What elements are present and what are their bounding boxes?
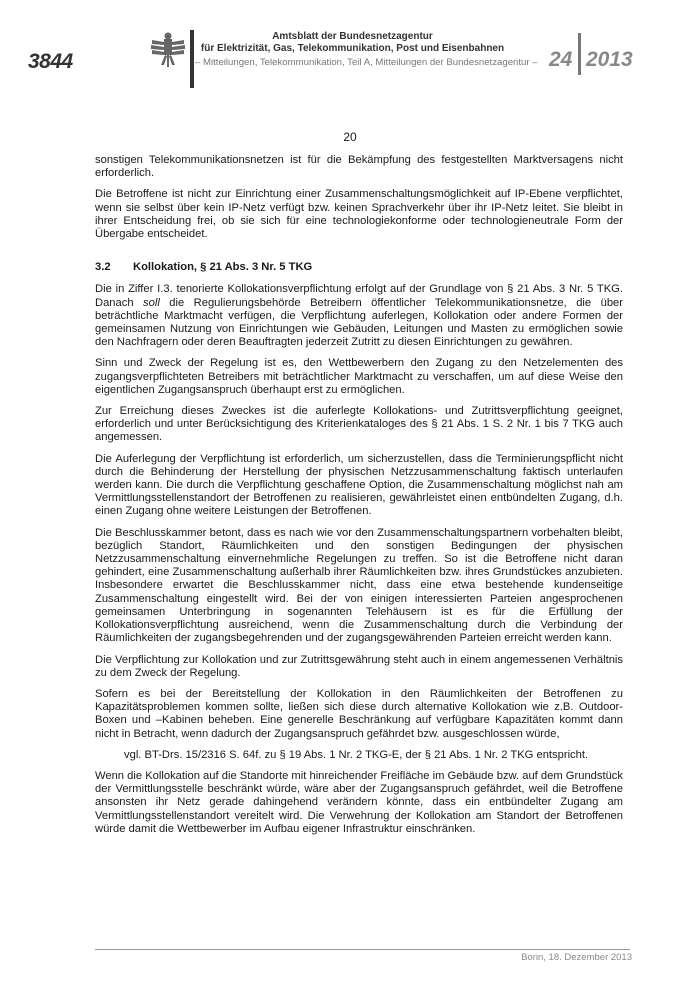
gazette-title: Amtsblatt der Bundesnetzagentur für Elektrizität, Gas, Telekommunikation, Post und Eisenbahnen xyxy=(200,31,505,54)
issue-number: 24 xyxy=(549,48,573,71)
paragraph: Sinn und Zweck der Regelung ist es, den Wettbewerbern den Zugang zu den Netzelementen des zugangsverpflichteten Betreibers mit beträchtlicher Marktmacht zu verschaffen, um auf diese Weise den eigentlichen Zugangsanspruch überhaupt erst zu ermöglichen. xyxy=(95,357,623,396)
document-body xyxy=(95,154,623,844)
paragraph: Die Verpflichtung zur Kollokation und zur Zutrittsgewährung steht auch in einem angemessenen Verhältnis zu dem Zweck der Regelung. xyxy=(95,653,623,679)
header-divider xyxy=(190,30,194,88)
paragraph: Sofern es bei der Bereitstellung der Kollokation in den Räumlichkeiten der Betroffenen zu Kapazitätsproblemen kommen sollte, ließen sich diese durch alternative Kollokation wie z.B. Outdoor-Boxen und –Kabinen beheben. Eine generelle Beschränkung auf verfügbare Kapazitäten kommt dann nicht in Betracht, wenn dadurch der Zugangsanspruch gefährdet bzw. ausgeschlossen würde, xyxy=(95,687,623,740)
paragraph: Die Auferlegung der Verpflichtung ist erforderlich, um sicherzustellen, dass die Terminierungspflicht nicht durch die Behinderung der Herstellung der physischen Netzzusammenschaltung faktisch unterlaufen werden kann. Die durch die Verpflichtung geschaffene Option, die Zusammenschaltung möglichst nah am Vermittlungsstellenstandort der Betroffenen zu realisieren, gewährleistet einen entbündelten Zugang, d.h. einen Zugang ohne weitere Leistungen der Betroffenen. xyxy=(95,452,623,518)
paragraph: Wenn die Kollokation auf die Standorte mit hinreichender Freifläche im Gebäude bzw. auf dem Grundstück der Vermittlungsstelle beschränkt würde, wäre aber der Zugangsanspruch gefährdet, weil die Betroffene ansonsten ihr Netz gerade dahingehend verändern könnte, dass ein entbündelter Zugang am Vermittlungsstellenstandort vereitelt wird. Die Verwehrung der Kollokation am Standort der Betroffenen würde damit die Wettbewerber im Aufbau eigener Infrastruktur einschränken. xyxy=(95,769,623,835)
footer-rule xyxy=(95,949,630,950)
paragraph: Die in Ziffer I.3. tenorierte Kollokationsverpflichtung erfolgt auf der Grundlage von § 21 Abs. 3 Nr. 5 TKG. Danach soll die Regulierungsbehörde Betreibern öffentlicher Telekommunikationsnetze, die über beträchtliche Marktmacht verfügen, die Verpflichtung auferlegen, Kollokation oder andere Formen der gemeinsamen Nutzung von Einrichtungen wie Gebäuden, Leitungen und Masten zu ermöglichen sowie den Nachfragern oder deren Beauftragten jederzeit Zutritt zu diesen Einrichtungen zu gewähren. xyxy=(95,283,623,349)
issue-year: 2013 xyxy=(586,48,633,71)
paragraph: Die Beschlusskammer betont, dass es nach wie vor den Zusammenschaltungspartnern vorbehalten bleibt, bezüglich Standort, Räumlichkeiten und den sonstigen Bedingungen der physischen Netzzusammenschaltung einvernehmliche Regelungen zu treffen. So ist die Betroffene nicht daran gehindert, eine Zusammenschaltung außerhalb ihrer Räumlichkeiten bzw. ihres Grundstückes anzubieten. Insbesondere erwartet die Beschlusskammer nicht, dass eine etwa bestehende kundenseitige Zusammenschaltung eingestellt wird. Bei der von einigen interessierten Parteien angesprochenen gemeinsamen Unterbringung in sogenannten Telehäusern ist es für die Erfüllung der Kollokationsverpflichtung ausreichend, wenn die Zusammenschaltung durch die Verbindung der Räumlichkeiten der zugangsbegehrenden und der zugangsgewährenden Parteien erreicht werden kann. xyxy=(95,526,623,645)
page-header xyxy=(0,0,700,110)
issue-divider xyxy=(578,33,581,75)
page-number: 3844 xyxy=(28,50,73,73)
paragraph: Die Betroffene ist nicht zur Einrichtung einer Zusammenschaltungsmöglichkeit auf IP-Ebene verpflichtet, wenn sie selbst über kein IP-Netz verfügt bzw. keinen Sprachverkehr über ihr IP-Netz leitet. Sie bleibt in ihrer Entscheidung frei, ob sie sich für eine technologiekonforme oder technologieneutrale Form der Übergabe entscheidet. xyxy=(95,188,623,241)
section-heading xyxy=(95,261,623,274)
heading-text: Kollokation, § 21 Abs. 3 Nr. 5 TKG xyxy=(133,261,313,274)
footer-date: Bonn, 18. Dezember 2013 xyxy=(521,952,632,963)
gazette-subtitle: – Mitteilungen, Telekommunikation, Teil A, Mitteilungen der Bundesnetzagentur – xyxy=(195,57,538,68)
paragraph: Zur Erreichung dieses Zweckes ist die auferlegte Kollokations- und Zutrittsverpflichtung geeignet, erforderlich und unter Berücksichtigung des Kriterienkataloges des § 21 Abs. 1 S. 2 Nr. 1 bis 7 TKG auch angemessen. xyxy=(95,405,623,444)
federal-eagle-icon xyxy=(150,30,186,70)
heading-number: 3.2 xyxy=(95,261,111,274)
paragraph: sonstigen Telekommunikationsnetzen ist für die Bekämpfung des festgestellten Marktversagens nicht erforderlich. xyxy=(95,154,623,180)
section-page-number: 20 xyxy=(343,130,357,144)
citation: vgl. BT-Drs. 15/2316 S. 64f. zu § 19 Abs. 1 Nr. 2 TKG-E, der § 21 Abs. 1 Nr. 2 TKG entspricht. xyxy=(124,748,589,761)
